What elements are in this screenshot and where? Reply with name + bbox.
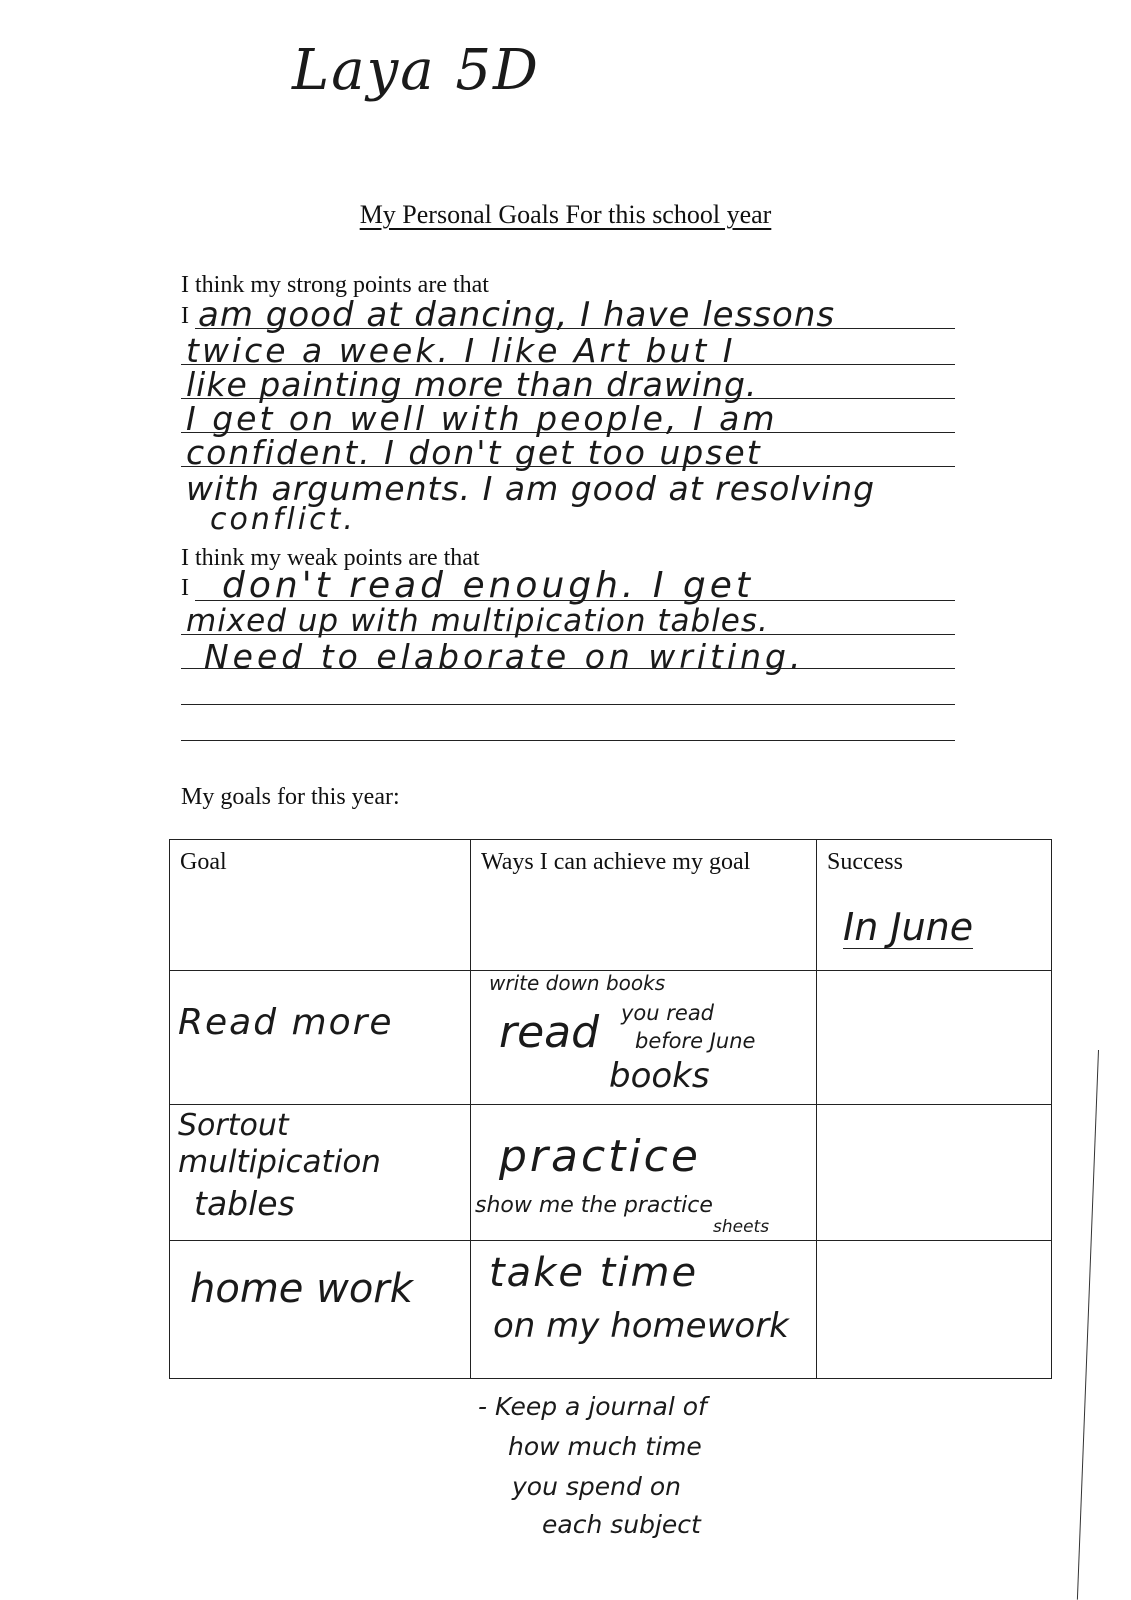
writing-line bbox=[181, 740, 955, 741]
strong-points-prompt: I think my strong points are that bbox=[181, 272, 489, 298]
ways-cell bbox=[471, 1105, 817, 1241]
ways-line-1: take time bbox=[489, 1250, 699, 1296]
strong-line-7: conflict. bbox=[210, 502, 356, 537]
ways-note: show me the practice bbox=[475, 1193, 713, 1218]
strong-line-6: with arguments. I am good at resolving bbox=[186, 469, 876, 508]
weak-points-prefix: I bbox=[181, 575, 189, 601]
ways-note: write down books bbox=[489, 971, 666, 995]
goal-line-2: multipication bbox=[178, 1144, 381, 1180]
success-cell bbox=[817, 1241, 1052, 1379]
student-name: Laya 5D bbox=[292, 38, 540, 103]
ways-line-2: on my homework bbox=[493, 1306, 789, 1346]
footnote-line-4: each subject bbox=[542, 1510, 701, 1539]
ways-side-1: you read bbox=[621, 1001, 715, 1025]
table-row bbox=[170, 971, 1052, 1105]
goal-cell bbox=[170, 1105, 471, 1241]
ways-cell bbox=[471, 971, 817, 1105]
success-cell bbox=[817, 971, 1052, 1105]
weak-line-2: mixed up with multipication tables. bbox=[186, 603, 769, 639]
goals-heading: My goals for this year: bbox=[181, 784, 400, 810]
goals-table bbox=[169, 839, 1052, 1379]
goal-cell bbox=[170, 971, 471, 1105]
weak-line-3: Need to elaborate on writing. bbox=[204, 637, 805, 676]
writing-line bbox=[181, 704, 955, 705]
header-cell-ways: Ways I can achieve my goal bbox=[471, 840, 817, 971]
strong-points-prefix: I bbox=[181, 303, 189, 329]
ways-main: read bbox=[499, 1007, 600, 1058]
goal-line-3: tables bbox=[194, 1184, 295, 1223]
footnote-line-2: how much time bbox=[508, 1432, 702, 1461]
ways-cell bbox=[471, 1241, 817, 1379]
footnote-line-1: - Keep a journal of bbox=[478, 1392, 707, 1421]
table-header-row bbox=[170, 840, 1052, 971]
strong-line-3: like painting more than drawing. bbox=[186, 365, 758, 404]
ways-end: books bbox=[609, 1056, 710, 1096]
strong-line-4: I get on well with people, I am bbox=[186, 399, 778, 438]
ways-main: practice bbox=[499, 1131, 701, 1182]
goal-line-1: Sortout bbox=[178, 1108, 289, 1143]
ways-side-2: before June bbox=[635, 1029, 756, 1053]
page-title: My Personal Goals For this school year bbox=[359, 200, 772, 229]
goal-cell bbox=[170, 1241, 471, 1379]
goal-text: Read more bbox=[178, 1002, 394, 1043]
table-row bbox=[170, 1105, 1052, 1241]
table-row bbox=[170, 1241, 1052, 1379]
page-edge-line bbox=[1077, 1050, 1099, 1600]
header-cell-success: Success In June bbox=[817, 840, 1052, 971]
goal-text: home work bbox=[190, 1266, 413, 1312]
footnote-line-3: you spend on bbox=[512, 1472, 681, 1501]
header-cell-goal: Goal bbox=[170, 840, 471, 971]
ways-end: sheets bbox=[713, 1217, 770, 1237]
weak-line-1: don't read enough. I get bbox=[222, 565, 754, 606]
success-cell bbox=[817, 1105, 1052, 1241]
success-note: In June bbox=[843, 905, 974, 949]
weak-points-prompt: I think my weak points are that bbox=[181, 545, 480, 571]
strong-line-2: twice a week. I like Art but I bbox=[186, 331, 736, 370]
strong-line-1: am good at dancing, I have lessons bbox=[198, 295, 836, 335]
strong-line-5: confident. I don't get too upset bbox=[186, 433, 762, 472]
